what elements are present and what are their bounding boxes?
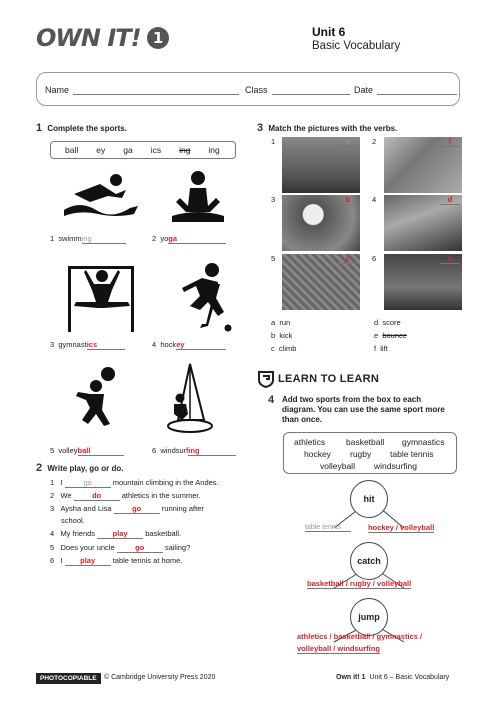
exercise-4-number: 4 bbox=[268, 394, 275, 406]
q1-item-1: 1 swimming bbox=[50, 234, 126, 244]
q2-item-3: 3 Aysha and Lisa go running after bbox=[50, 504, 204, 513]
diagram-jump-answer-1[interactable]: athletics / basketball / gymnastics / bbox=[297, 632, 423, 641]
answer-blank[interactable]: play bbox=[97, 529, 143, 539]
exercise-1-heading: 1 Complete the sports. bbox=[36, 122, 127, 134]
unit-subtitle: Basic Vocabulary bbox=[312, 40, 401, 52]
date-field[interactable] bbox=[354, 85, 457, 95]
picture-number: 4 bbox=[372, 195, 377, 204]
answer-blank[interactable]: ey bbox=[176, 340, 226, 350]
q2-item-4: 4 My friends play basketball. bbox=[50, 529, 182, 538]
box-word: ey bbox=[96, 145, 106, 155]
answer-blank[interactable]: do bbox=[74, 491, 120, 501]
picture-number: 6 bbox=[372, 254, 377, 263]
box-word: ing bbox=[208, 145, 220, 155]
answer-blank[interactable]: e bbox=[338, 137, 358, 147]
answer-blank[interactable]: b bbox=[338, 195, 358, 205]
q2-item-5: 5 Does your uncle go sailing? bbox=[50, 543, 191, 552]
diagram-catch-circle: catch bbox=[350, 542, 388, 580]
answer-blank[interactable]: a bbox=[440, 254, 460, 264]
exercise-4-instruction: Add two sports from the box to each diagram. You can use the same sport more than once. bbox=[282, 395, 445, 424]
q2-item-3-continued: school. bbox=[61, 516, 85, 525]
box-word: ga bbox=[123, 145, 133, 155]
diagram-hit-example: table tennis bbox=[305, 524, 351, 532]
box-word: ball bbox=[65, 145, 79, 155]
answer-blank[interactable]: go bbox=[114, 504, 160, 514]
verb-option: b kick bbox=[271, 331, 293, 340]
windsurfing-icon bbox=[164, 362, 216, 440]
student-info-box bbox=[36, 72, 460, 106]
date-label: Date bbox=[354, 85, 374, 95]
answer-blank[interactable]: f bbox=[440, 137, 460, 147]
answer-blank[interactable]: ics bbox=[87, 340, 125, 350]
answer-blank[interactable]: go bbox=[117, 543, 163, 553]
class-field[interactable] bbox=[245, 85, 350, 95]
diagram-catch-answer[interactable]: basketball / rugby / volleyball bbox=[307, 579, 412, 588]
name-field[interactable] bbox=[45, 85, 239, 95]
class-label: Class bbox=[245, 85, 268, 95]
swimming-icon bbox=[60, 172, 142, 224]
q2-item-1: 1 I go mountain climbing in the Andes. bbox=[50, 478, 219, 487]
answer-blank[interactable]: play bbox=[65, 556, 111, 566]
verb-option: c climb bbox=[271, 344, 297, 353]
logo-text: OWN IT! bbox=[36, 24, 141, 52]
shield-icon bbox=[257, 370, 275, 388]
learn-to-learn-heading: LEARN TO LEARN bbox=[257, 370, 379, 388]
q1-item-3: 3 gymnastics bbox=[50, 340, 125, 350]
exercise-2-heading: 2 Write play, go or do. bbox=[36, 462, 124, 474]
q1-item-2: 2 yoga bbox=[152, 234, 226, 244]
q1-item-6: 6 windsurfing bbox=[152, 446, 236, 456]
answer-blank[interactable]: c bbox=[338, 254, 358, 264]
photocopiable-badge: PHOTOCOPIABLE bbox=[36, 673, 101, 684]
yoga-icon bbox=[168, 170, 228, 228]
picture-number: 5 bbox=[271, 254, 276, 263]
diagram-jump-answer-2[interactable]: volleyball / windsurfing bbox=[297, 644, 380, 653]
verb-option: f lift bbox=[374, 344, 388, 353]
verb-option: e bounce bbox=[374, 331, 407, 340]
exercise-3-heading: 3 Match the pictures with the verbs. bbox=[257, 122, 398, 134]
answer-blank[interactable]: ing bbox=[82, 234, 126, 244]
name-label: Name bbox=[45, 85, 70, 95]
unit-title: Unit 6 bbox=[312, 25, 346, 39]
gymnastics-icon bbox=[64, 262, 138, 334]
answer-blank[interactable]: ball bbox=[78, 446, 124, 456]
verb-option: d score bbox=[374, 318, 401, 327]
q2-item-6: 6 I play table tennis at home. bbox=[50, 556, 183, 565]
logo-number: 1 bbox=[147, 27, 169, 49]
verb-option: a run bbox=[271, 318, 291, 327]
answer-blank[interactable]: ga bbox=[168, 234, 226, 244]
answer-blank[interactable]: ing bbox=[188, 446, 236, 456]
diagram-hit-answer[interactable]: hockey / volleyball bbox=[368, 523, 435, 532]
footer-right: Own it! 1 Unit 6 – Basic Vocabulary bbox=[336, 674, 450, 681]
q1-item-4: 4 hockey bbox=[152, 340, 226, 350]
volleyball-icon bbox=[66, 366, 128, 432]
picture-number: 1 bbox=[271, 137, 276, 146]
box-word-crossed: ing bbox=[179, 145, 191, 155]
hockey-icon bbox=[172, 262, 234, 334]
logo bbox=[36, 24, 169, 52]
copyright: © Cambridge University Press 2020 bbox=[104, 674, 216, 681]
word-box-4: athletics basketball gymnastics hockey rugby table tennis volleyball windsurfing bbox=[283, 432, 457, 474]
diagram-hit-circle: hit bbox=[350, 480, 388, 518]
picture-number: 3 bbox=[271, 195, 276, 204]
answer-blank[interactable]: d bbox=[440, 195, 460, 205]
q2-item-2: 2 We do athletics in the summer. bbox=[50, 491, 201, 500]
diagram-jump-circle: jump bbox=[350, 598, 388, 636]
picture-number: 2 bbox=[372, 137, 377, 146]
word-box-1 bbox=[50, 141, 236, 159]
box-word: ics bbox=[150, 145, 162, 155]
answer-blank[interactable]: go bbox=[65, 478, 111, 488]
q1-item-5: 5 volleyball bbox=[50, 446, 124, 456]
